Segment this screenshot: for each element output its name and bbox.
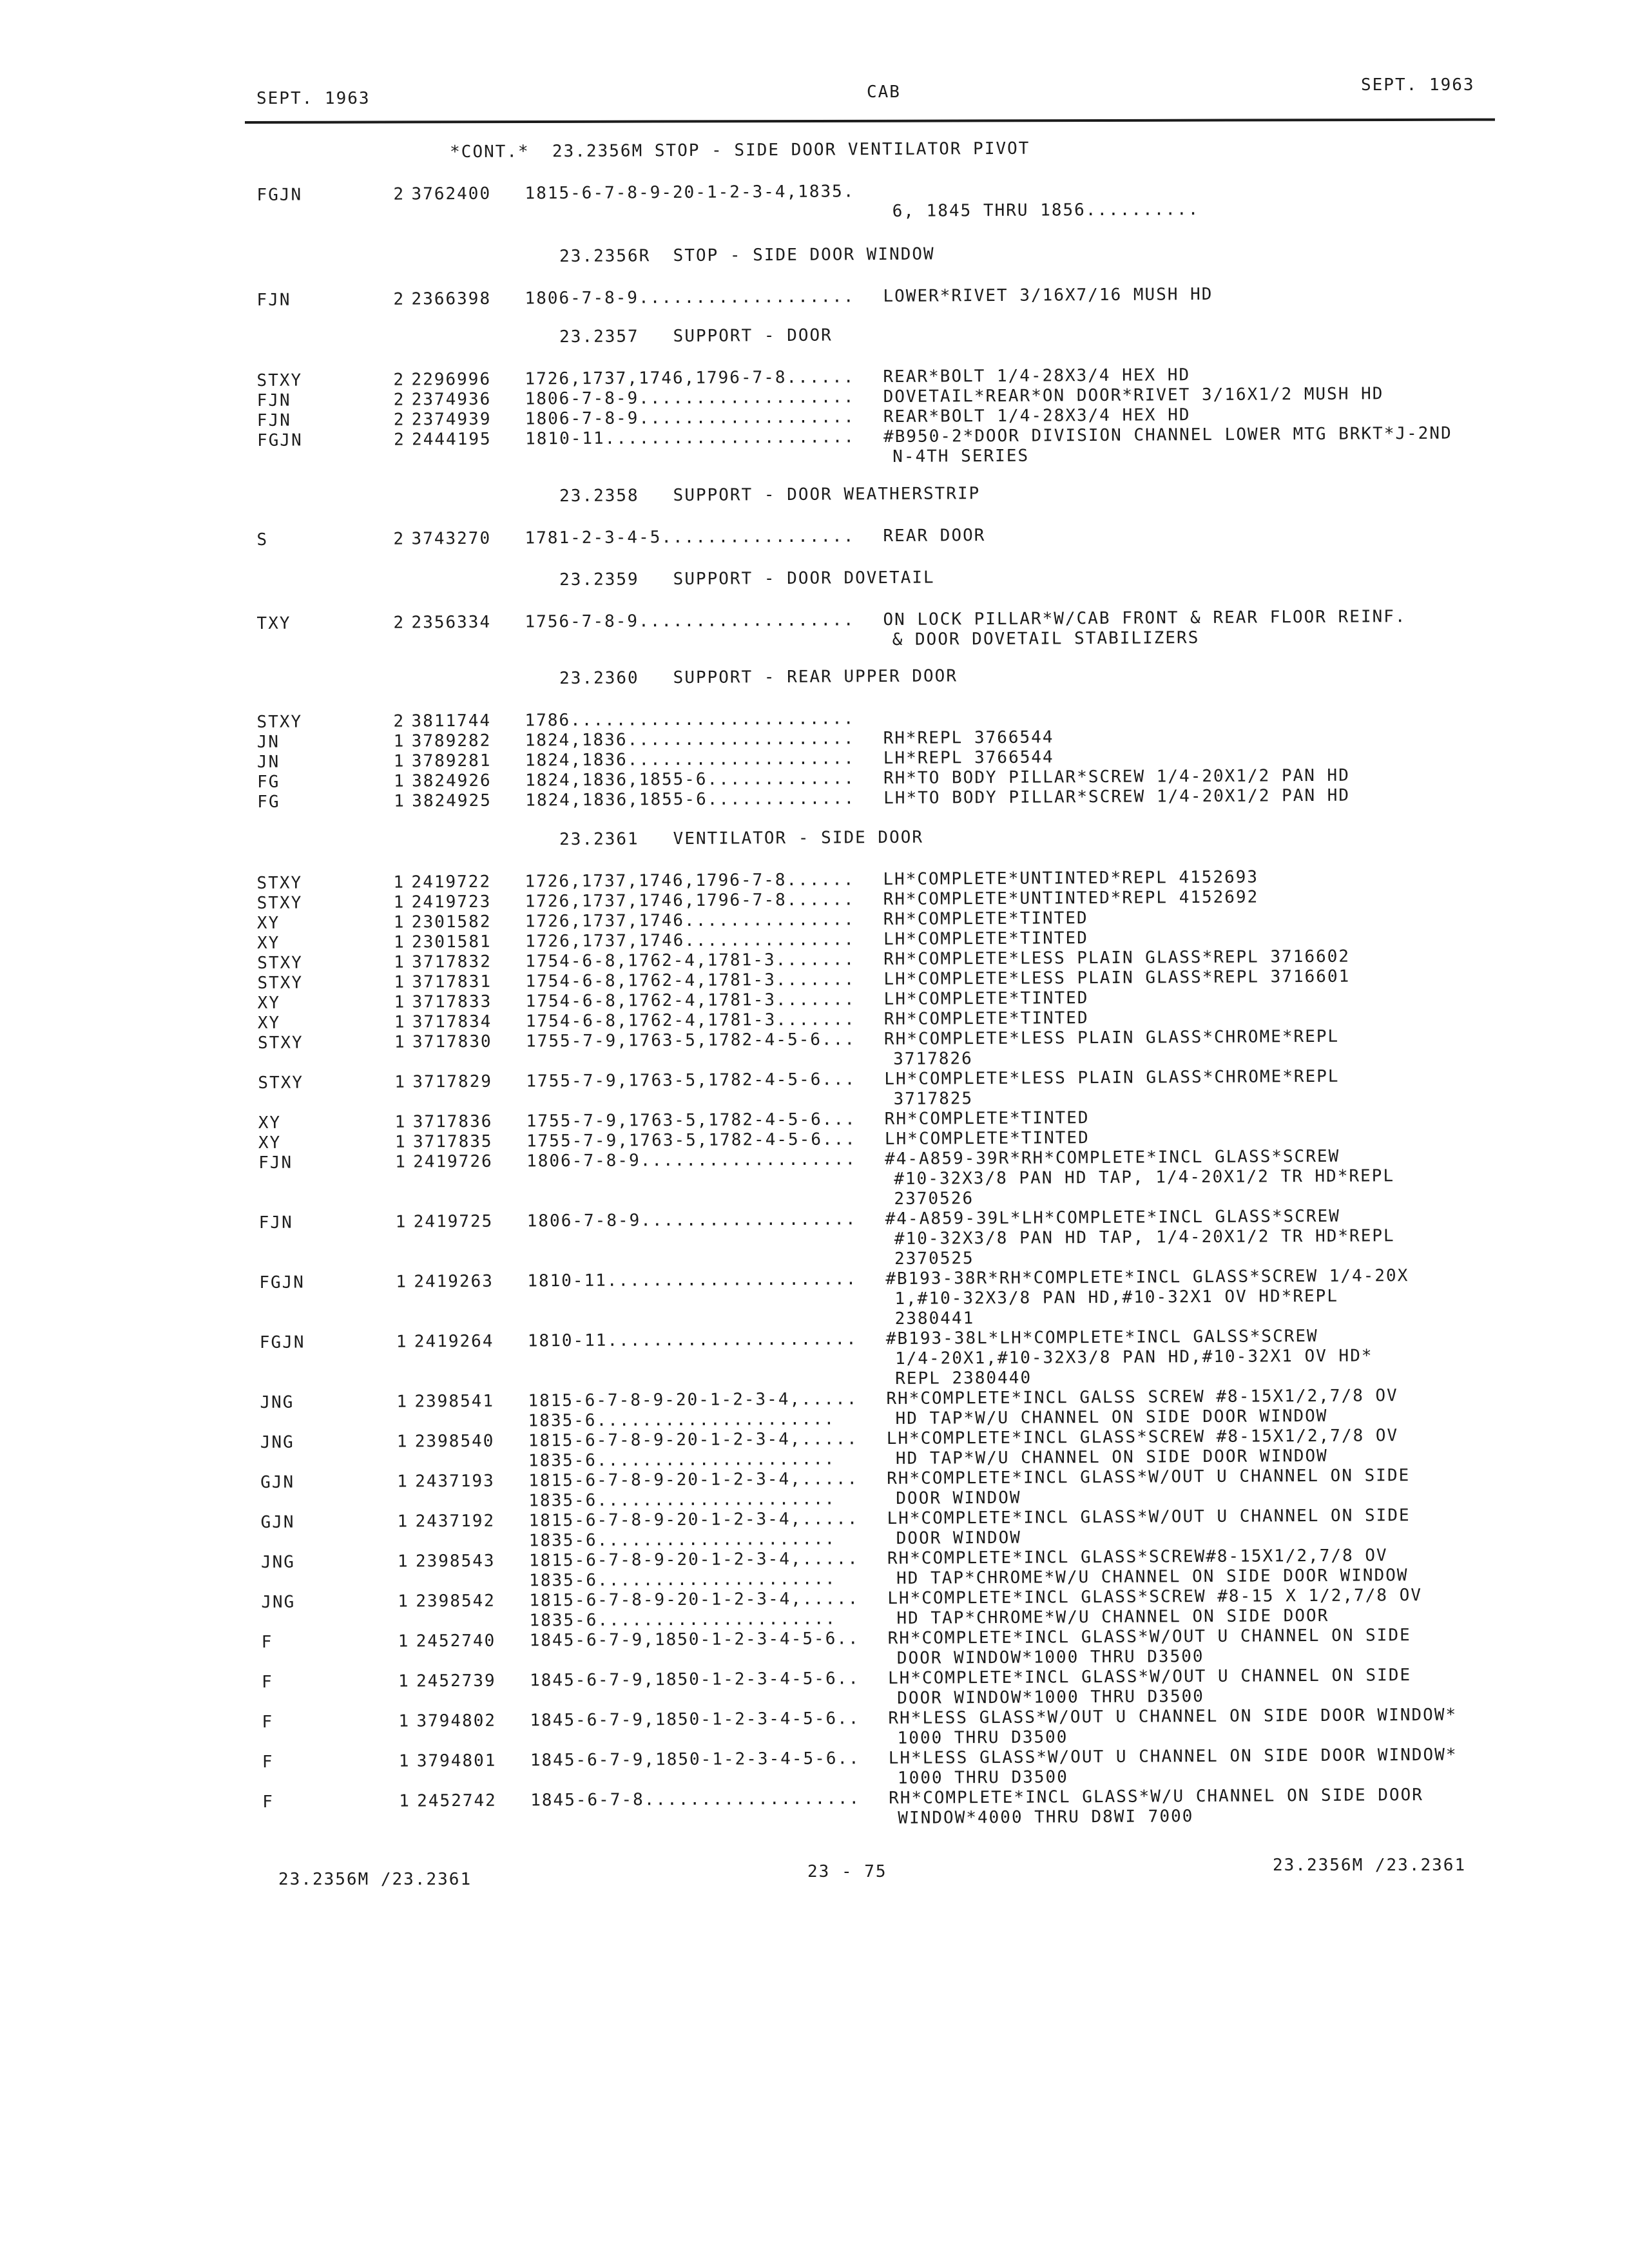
part-number: 3789282: [411, 731, 492, 751]
quantity: 1: [397, 1512, 409, 1532]
model-code: JNG: [260, 1392, 294, 1412]
model-code: JN: [256, 732, 280, 752]
model-applicability: 1810-11......................: [525, 427, 856, 449]
part-description: RH*COMPLETE*INCL GLASS*W/U CHANNEL ON SIDE DOOR: [889, 1785, 1423, 1809]
description-continuation-text: #10-32X3/8 PAN HD TAP, 1/4-20X1/2 TR HD*REPL: [894, 1226, 1395, 1249]
part-description: LH*COMPLETE*UNTINTED*REPL 4152693: [883, 867, 1259, 890]
model-applicability: 1824,1836,1855-6.............: [525, 789, 856, 811]
part-description: LH*REPL 3766544: [883, 747, 1054, 769]
quantity: 1: [394, 791, 405, 811]
part-description: LH*COMPLETE*TINTED: [883, 988, 1089, 1010]
part-number: 3824925: [412, 791, 492, 811]
part-number: 2419723: [411, 892, 492, 912]
model-code: STXY: [258, 1073, 304, 1093]
quantity: 1: [396, 1272, 408, 1292]
part-number: 3717833: [412, 992, 492, 1012]
part-number: 3717829: [412, 1072, 493, 1092]
part-description: RH*COMPLETE*INCL GLASS*SCREW#8-15X1/2,7/8 OV: [887, 1546, 1388, 1569]
part-number: 2356334: [411, 612, 492, 633]
part-number: 2301582: [411, 912, 492, 932]
description-continuation-text: 2370526: [894, 1189, 974, 1209]
header-section-title: CAB: [867, 82, 901, 102]
part-description: RH*COMPLETE*LESS PLAIN GLASS*CHROME*REPL: [883, 1026, 1340, 1050]
model-code: FG: [257, 792, 280, 812]
model-applicability: 1754-6-8,1762-4,1781-3.......: [525, 990, 856, 1012]
part-description: LH*COMPLETE*INCL GLASS*SCREW #8-15X1/2,7/8 OV: [886, 1426, 1399, 1449]
model-code: GJN: [260, 1512, 295, 1532]
description-continuation-text: #10-32X3/8 PAN HD TAP, 1/4-20X1/2 TR HD*REPL: [894, 1166, 1395, 1189]
model-applicability: 1755-7-9,1763-5,1782-4-5-6...: [525, 1030, 856, 1052]
model-applicability: 1755-7-9,1763-5,1782-4-5-6...: [526, 1110, 856, 1131]
model-continuation-text: 1835-6.....................: [528, 1489, 836, 1511]
part-description: LH*LESS GLASS*W/OUT U CHANNEL ON SIDE DOOR WINDOW*: [888, 1745, 1458, 1769]
model-applicability: 1824,1836....................: [525, 749, 855, 771]
part-description: LH*COMPLETE*INCL GLASS*SCREW #8-15 X 1/2,7/8 OV: [887, 1585, 1423, 1609]
description-continuation-text: WINDOW*4000 THRU D8WI 7000: [898, 1807, 1194, 1828]
part-number: 2452740: [416, 1631, 496, 1651]
part-description: RH*TO BODY PILLAR*SCREW 1/4-20X1/2 PAN HD: [883, 765, 1350, 789]
model-applicability: 1815-6-7-8-9-20-1-2-3-4,.....: [528, 1389, 858, 1411]
quantity: 1: [397, 1472, 409, 1492]
description-continuation-text: 1/4-20X1,#10-32X3/8 PAN HD,#10-32X1 OV HD*: [894, 1346, 1373, 1369]
part-number: 3717832: [412, 952, 492, 972]
model-code: JNG: [260, 1432, 294, 1452]
model-applicability: 1806-7-8-9...................: [525, 387, 855, 409]
part-description: #4-A859-39L*LH*COMPLETE*INCL GLASS*SCREW: [885, 1206, 1340, 1229]
part-number: 2419263: [414, 1271, 494, 1292]
quantity: 1: [393, 731, 405, 751]
quantity: 1: [395, 1152, 407, 1172]
quantity: 1: [394, 1012, 406, 1032]
part-description: RH*LESS GLASS*W/OUT U CHANNEL ON SIDE DOOR WINDOW*: [888, 1705, 1458, 1729]
model-code: STXY: [257, 973, 304, 993]
quantity: 2: [393, 711, 405, 731]
part-description: REAR DOOR: [883, 526, 986, 546]
part-description: LH*COMPLETE*TINTED: [883, 928, 1088, 950]
part-row: [256, 283, 1507, 311]
description-continuation-text: 2370525: [894, 1249, 974, 1269]
model-code: XY: [258, 1133, 282, 1153]
section-title: 23.2360 SUPPORT - REAR UPPER DOOR: [559, 666, 958, 689]
quantity: 1: [394, 1112, 407, 1132]
quantity: 1: [393, 872, 405, 892]
part-number: 2398540: [414, 1431, 495, 1452]
model-applicability: 1754-6-8,1762-4,1781-3.......: [525, 1010, 856, 1032]
part-number: 3794802: [416, 1711, 497, 1731]
part-description: LH*COMPLETE*LESS PLAIN GLASS*CHROME*REPL: [884, 1066, 1340, 1090]
header-rule: [245, 119, 1495, 124]
part-description: REAR*BOLT 1/4-28X3/4 HEX HD: [883, 405, 1191, 427]
part-number: 3789281: [411, 751, 492, 771]
model-code: FJN: [258, 1153, 293, 1173]
model-code: F: [262, 1712, 274, 1732]
parts-section: [256, 480, 1507, 550]
part-number: 2296996: [411, 369, 492, 390]
model-applicability: 1755-7-9,1763-5,1782-4-5-6...: [526, 1129, 856, 1151]
quantity: 1: [395, 1212, 407, 1232]
quantity: 1: [393, 751, 405, 771]
part-number: 2366398: [411, 289, 492, 309]
model-code: F: [261, 1632, 273, 1652]
model-applicability: 1815-6-7-8-9-20-1-2-3-4,.....: [528, 1549, 859, 1571]
model-code: STXY: [256, 712, 303, 732]
model-code: STXY: [256, 893, 303, 913]
part-number: 2419725: [413, 1211, 494, 1232]
model-applicability: 1786.........................: [525, 709, 855, 731]
quantity: 1: [398, 1711, 410, 1731]
part-number: 2374939: [411, 409, 492, 430]
description-continuation-text: HD TAP*W/U CHANNEL ON SIDE DOOR WINDOW: [895, 1446, 1328, 1468]
part-description: LH*COMPLETE*LESS PLAIN GLASS*REPL 3716601: [883, 966, 1351, 990]
model-code: FGJN: [256, 185, 303, 205]
model-code: STXY: [256, 873, 303, 893]
model-applicability: 1756-7-8-9...................: [525, 610, 855, 632]
model-code: JNG: [260, 1552, 295, 1572]
section-title: 23.2359 SUPPORT - DOOR DOVETAIL: [559, 568, 935, 590]
model-code: FJN: [256, 410, 291, 430]
model-code: GJN: [260, 1472, 295, 1492]
model-code: XY: [256, 913, 280, 933]
model-applicability: 1726,1737,1746,1796-7-8......: [525, 890, 855, 912]
part-number: 3717830: [412, 1032, 492, 1052]
part-description: LH*COMPLETE*TINTED: [884, 1128, 1090, 1149]
part-number: 3717836: [412, 1111, 493, 1132]
model-code: TXY: [256, 613, 291, 633]
model-applicability: 1806-7-8-9...................: [525, 407, 855, 429]
part-description: #4-A859-39R*RH*COMPLETE*INCL GLASS*SCREW: [885, 1146, 1340, 1169]
part-description: RH*COMPLETE*INCL GALSS SCREW #8-15X1/2,7/8 OV: [886, 1386, 1398, 1409]
part-description: RH*COMPLETE*LESS PLAIN GLASS*REPL 3716602: [883, 947, 1351, 970]
model-applicability: 1726,1737,1746...............: [525, 930, 856, 952]
section-title: 23.2357 SUPPORT - DOOR: [559, 325, 833, 347]
description-continuation-text: 3717825: [893, 1089, 974, 1109]
quantity: 1: [398, 1671, 410, 1691]
part-description: LH*TO BODY PILLAR*SCREW 1/4-20X1/2 PAN HD: [883, 785, 1351, 809]
model-code: S: [256, 530, 269, 550]
quantity: 1: [394, 952, 405, 972]
model-applicability: 1781-2-3-4-5.................: [525, 526, 855, 548]
parts-section: [256, 823, 1512, 1832]
model-applicability: 1845-6-7-8...................: [530, 1789, 861, 1811]
model-code: FGJN: [259, 1273, 305, 1293]
part-number: 3794801: [416, 1751, 497, 1771]
description-continuation-text: DOOR WINDOW: [896, 1488, 1021, 1508]
model-applicability: 1806-7-8-9...................: [526, 1209, 857, 1231]
model-applicability: 1845-6-7-9,1850-1-2-3-4-5-6..: [529, 1669, 860, 1691]
footer-range-right: 23.2356M /23.2361: [1273, 1856, 1467, 1875]
description-continuation-text: 6, 1845 THRU 1856..........: [892, 200, 1200, 221]
model-continuation-text: 1835-6.....................: [529, 1609, 837, 1631]
section-title: 23.2358 SUPPORT - DOOR WEATHERSTRIP: [559, 484, 981, 506]
quantity: 1: [398, 1591, 410, 1611]
part-description: RH*REPL 3766544: [883, 727, 1054, 749]
part-description: LH*COMPLETE*INCL GLASS*W/OUT U CHANNEL ON SIDE: [887, 1666, 1412, 1689]
quantity: 2: [393, 410, 405, 430]
model-applicability: 1806-7-8-9...................: [526, 1149, 857, 1171]
model-code: XY: [258, 1113, 282, 1133]
description-continuation-text: N-4TH SERIES: [892, 446, 1030, 466]
quantity: 1: [394, 992, 406, 1012]
part-description: LOWER*RIVET 3/16X7/16 MUSH HD: [883, 284, 1213, 307]
quantity: 1: [399, 1791, 410, 1811]
quantity: 2: [393, 370, 405, 390]
model-applicability: 1754-6-8,1762-4,1781-3.......: [525, 970, 856, 992]
model-code: STXY: [257, 953, 303, 973]
part-number: 2398543: [415, 1551, 496, 1571]
model-applicability: 1810-11......................: [527, 1269, 858, 1291]
description-continuation-text: 1000 THRU D3500: [897, 1767, 1068, 1788]
parts-section: [256, 135, 1507, 226]
description-continuation-text: 1000 THRU D3500: [897, 1727, 1068, 1748]
model-code: STXY: [257, 1033, 304, 1053]
part-number: 2419264: [414, 1331, 494, 1352]
part-number: 3717834: [412, 1012, 492, 1032]
model-applicability: 1726,1737,1746,1796-7-8......: [525, 870, 855, 892]
description-continuation-text: DOOR WINDOW*1000 THRU D3500: [896, 1647, 1204, 1668]
description-continuation-text: DOOR WINDOW*1000 THRU D3500: [897, 1687, 1204, 1708]
model-applicability: 1815-6-7-8-9-20-1-2-3-4,.....: [528, 1469, 859, 1491]
section-title: 23.2356R STOP - SIDE DOOR WINDOW: [559, 244, 935, 267]
quantity: 1: [398, 1631, 410, 1651]
part-number: 3811744: [411, 711, 492, 731]
part-description: #B193-38R*RH*COMPLETE*INCL GLASS*SCREW 1/4-20X: [885, 1266, 1409, 1289]
part-description: #B193-38L*LH*COMPLETE*INCL GALSS*SCREW: [885, 1326, 1318, 1349]
quantity: 1: [396, 1432, 409, 1452]
quantity: 2: [393, 184, 405, 204]
part-description: RH*COMPLETE*UNTINTED*REPL 4152692: [883, 887, 1259, 910]
part-number: 2437193: [415, 1471, 495, 1492]
quantity: 1: [394, 1132, 407, 1152]
model-code: F: [261, 1672, 273, 1692]
description-continuation-text: 3717826: [893, 1049, 973, 1069]
model-applicability: 1755-7-9,1763-5,1782-4-5-6...: [526, 1070, 856, 1091]
part-row: [256, 523, 1507, 550]
model-applicability: 1815-6-7-8-9-20-1-2-3-4,1835.: [525, 182, 855, 204]
part-number: 3762400: [411, 184, 492, 204]
model-applicability: 1845-6-7-9,1850-1-2-3-4-5-6..: [530, 1749, 860, 1771]
description-continuation-text: 2380441: [894, 1309, 975, 1329]
model-code: JNG: [261, 1592, 296, 1612]
description-continuation-text: DOOR WINDOW: [896, 1528, 1022, 1548]
model-applicability: 1824,1836....................: [525, 729, 855, 751]
quantity: 1: [393, 892, 405, 912]
part-description: RH*COMPLETE*TINTED: [883, 1008, 1089, 1030]
model-code: JN: [256, 752, 280, 772]
model-applicability: 1845-6-7-9,1850-1-2-3-4-5-6..: [530, 1709, 860, 1731]
model-code: XY: [257, 993, 281, 1013]
quantity: 1: [394, 1032, 406, 1052]
model-applicability: 1810-11......................: [527, 1329, 858, 1351]
model-continuation-text: 1835-6.....................: [528, 1529, 836, 1551]
model-code: F: [262, 1752, 274, 1772]
part-description: DOVETAIL*REAR*ON DOOR*RIVET 3/16X1/2 MUSH HD: [883, 384, 1384, 407]
part-description: RH*COMPLETE*INCL GLASS*W/OUT U CHANNEL ON SIDE: [887, 1626, 1411, 1649]
part-description: RH*COMPLETE*INCL GLASS*W/OUT U CHANNEL ON SIDE: [887, 1466, 1411, 1489]
model-applicability: 1845-6-7-9,1850-1-2-3-4-5-6..: [529, 1629, 860, 1651]
part-description: ON LOCK PILLAR*W/CAB FRONT & REAR FLOOR REINF.: [883, 607, 1407, 630]
part-number: 2437192: [415, 1511, 496, 1532]
part-number: 2374936: [411, 389, 492, 410]
part-number: 2444195: [411, 429, 492, 450]
model-continuation-text: 1835-6.....................: [528, 1449, 836, 1471]
header-date-right: SEPT. 1963: [1361, 75, 1475, 95]
model-code: FJN: [256, 390, 291, 410]
model-code: FGJN: [259, 1332, 305, 1352]
section-title: 23.2361 VENTILATOR - SIDE DOOR: [559, 827, 924, 850]
model-applicability: 1726,1737,1746...............: [525, 910, 855, 932]
model-applicability: 1754-6-8,1762-4,1781-3.......: [525, 950, 856, 972]
quantity: 1: [396, 1392, 409, 1412]
quantity: 1: [393, 912, 405, 932]
parts-section: [256, 662, 1507, 812]
model-code: F: [262, 1792, 274, 1812]
quantity: 2: [393, 613, 405, 633]
quantity: 2: [393, 430, 405, 450]
parts-section: [256, 240, 1507, 311]
header-date-left: SEPT. 1963: [256, 89, 371, 108]
description-continuation-text: & DOOR DOVETAIL STABILIZERS: [892, 628, 1200, 649]
part-description: RH*COMPLETE*TINTED: [884, 1108, 1090, 1129]
part-description: LH*COMPLETE*INCL GLASS*W/OUT U CHANNEL ON SIDE: [887, 1506, 1411, 1529]
part-number: 2419722: [411, 872, 492, 892]
part-number: 2398542: [416, 1591, 496, 1611]
model-code: FJN: [258, 1213, 293, 1233]
model-continuation-text: 1835-6.....................: [528, 1409, 836, 1431]
model-code: FG: [256, 772, 280, 792]
part-number: 2398541: [414, 1391, 495, 1412]
model-applicability: 1815-6-7-8-9-20-1-2-3-4,.....: [528, 1509, 859, 1531]
model-applicability: 1726,1737,1746,1796-7-8......: [525, 367, 855, 389]
quantity: 2: [393, 529, 405, 549]
model-applicability: 1815-6-7-8-9-20-1-2-3-4,.....: [528, 1429, 858, 1451]
part-number: 3824926: [411, 771, 492, 791]
part-number: 2452742: [417, 1791, 497, 1811]
quantity: 1: [397, 1552, 409, 1571]
description-continuation-text: REPL 2380440: [895, 1368, 1032, 1389]
part-number: 2452739: [416, 1671, 496, 1691]
part-description: RH*COMPLETE*TINTED: [883, 908, 1088, 930]
quantity: 1: [393, 932, 405, 952]
description-continuation-text: HD TAP*W/U CHANNEL ON SIDE DOOR WINDOW: [895, 1406, 1328, 1428]
part-number: 3743270: [411, 528, 492, 549]
quantity: 1: [396, 1332, 408, 1352]
quantity: 1: [393, 771, 405, 791]
description-continuation-text: HD TAP*CHROME*W/U CHANNEL ON SIDE DOOR: [896, 1606, 1329, 1628]
quantity: 1: [394, 1072, 407, 1092]
model-code: FGJN: [256, 430, 303, 450]
model-applicability: 1806-7-8-9...................: [525, 287, 855, 309]
description-continuation-text: 1,#10-32X3/8 PAN HD,#10-32X1 OV HD*REPL: [894, 1286, 1339, 1309]
quantity: 2: [393, 289, 405, 309]
model-applicability: 1824,1836,1855-6.............: [525, 769, 856, 791]
quantity: 1: [398, 1751, 410, 1771]
part-description: REAR*BOLT 1/4-28X3/4 HEX HD: [883, 365, 1191, 387]
part-number: 3717835: [412, 1131, 493, 1152]
part-number: 2301581: [411, 932, 492, 952]
description-continuation-text: HD TAP*CHROME*W/U CHANNEL ON SIDE DOOR WINDOW: [896, 1566, 1409, 1588]
quantity: 1: [394, 972, 406, 992]
model-code: FJN: [256, 290, 291, 310]
model-code: XY: [256, 933, 280, 953]
quantity: 2: [393, 390, 405, 410]
model-continuation-text: 1835-6.....................: [529, 1569, 836, 1591]
parts-section: [256, 564, 1507, 654]
part-number: 2419726: [413, 1151, 493, 1172]
model-code: STXY: [256, 370, 303, 390]
model-code: XY: [257, 1013, 281, 1033]
footer-range-left: 23.2356M /23.2361: [278, 1870, 472, 1889]
part-description: #B950-2*DOOR DIVISION CHANNEL LOWER MTG BRKT*J-2ND: [883, 423, 1452, 447]
part-number: 3717831: [412, 972, 492, 992]
parts-section: [256, 321, 1507, 471]
model-applicability: 1815-6-7-8-9-20-1-2-3-4,.....: [529, 1589, 860, 1611]
section-title: *CONT.* 23.2356M STOP - SIDE DOOR VENTILATOR PIVOT: [450, 139, 1030, 162]
footer-page-number: 23 - 75: [807, 1862, 887, 1881]
